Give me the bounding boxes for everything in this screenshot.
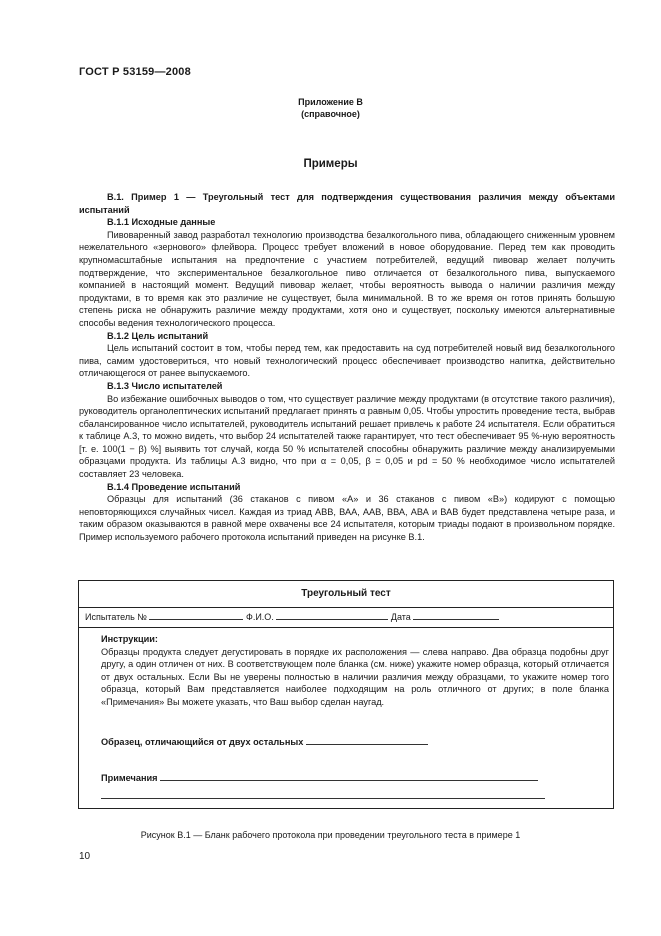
section-title: Примеры [303, 158, 358, 170]
name-field[interactable] [276, 610, 388, 620]
example-heading: В.1. Пример 1 — Треугольный тест для подтверждения существования различия между объектами испытаний [79, 192, 615, 215]
subsection-heading-count: В.1.3 Число испытателей [107, 380, 223, 391]
paragraph-conduct: Образцы для испытаний (36 стаканов с пивом «А» и 36 стаканов с пивом «В») кодируют с помощью неповторяющихся случайных чисел. Каждая из триад АВВ, ВАА, ААВ, ВВА, АВА и ВАВ будет представлена четыре раза, и таким образом оказываются в равной мере охвачены все 24 испытателя, которым триады подают в произвольном порядке. Пример используемого рабочего протокола испытаний приведен на рисунке В.1. [79, 494, 615, 543]
paragraph-count: Во избежание ошибочных выводов о том, что существует различие между продуктами (в отсутствие такого различия), руководитель органолептических испытаний предлагает принять α равным 0,05. Чтобы упростить проведение теста, выбрав сбалансированное число испытателей, руководитель испытаний решает привлечь к работе 24 испытателя. Если обратиться к таблице А.3, то можно видеть, что выбор 24 испытателей также гарантирует, что тест обеспечивает 95 %-ную вероятность [т. е. 100(1 − β) %] выявить тот случай, когда 50 % испытателей способны обнаружить различие между анализируемыми образцами продукта. Из таблицы А.3 видно, что при α = 0,05, β = 0,05 и pd = 50 % необходимое число испытателей составляет 23 человека. [79, 393, 615, 480]
form-title: Треугольный тест [79, 581, 613, 608]
notes-label: Примечания [101, 773, 158, 783]
test-form [78, 580, 614, 809]
annex-title: Приложение В [298, 97, 363, 107]
notes-row [101, 771, 609, 802]
odd-sample-label: Образец, отличающийся от двух остальных [101, 737, 304, 747]
subsection-heading-conduct: В.1.4 Проведение испытаний [107, 481, 241, 492]
notes-field-line-2[interactable] [101, 789, 545, 799]
paragraph-goal: Цель испытаний состоит в том, чтобы перед тем, как предоставить на суд потребителей новый вид безалкогольного пива, самим удостовериться, что новый технологический процесс обеспечивает производство напитка, действительно отличающегося от ранее выпускаемого. [79, 343, 615, 379]
notes-field-line-1[interactable] [160, 771, 538, 781]
subsection-heading-goal: В.1.2 Цель испытаний [107, 330, 209, 341]
instructions-text: Образцы продукта следует дегустировать в порядке их расположения — слева направо. Два образца подобны друг другу, а один отличен от них. В соответствующем поле бланка (см. ниже) укажите номер образца, который отличается от двух остальных. Если Вы не уверены полностью в наличии различия между образцами, то укажите номер того образца, который Вам представляется наиболее подходящим на роль отличного от других; в поле бланка «Примечания» Вы можете указать, что Ваш выбор сделан наугад. [101, 646, 609, 707]
instructions-block [101, 633, 609, 709]
odd-sample-field[interactable] [306, 735, 428, 745]
name-label: Ф.И.О. [246, 612, 274, 622]
tester-label: Испытатель № [85, 612, 147, 622]
form-identity-row [79, 608, 613, 628]
date-label: Дата [390, 612, 411, 622]
page-number: 10 [79, 851, 91, 862]
instructions-label: Инструкции: [101, 634, 158, 644]
tester-number-field[interactable] [149, 610, 243, 620]
odd-sample-row [101, 735, 428, 749]
subsection-heading-data: В.1.1 Исходные данные [107, 217, 216, 228]
annex-note: (справочное) [301, 109, 360, 119]
document-body [79, 191, 615, 544]
date-field[interactable] [413, 610, 499, 620]
paragraph-data: Пивоваренный завод разработал технологию производства безалкогольного пива, обладающего сниженным уровнем нежелательного «зернового» флейвора. Процесс требует вложений в новое оборудование. Перед тем как проводить крупномасштабные испытания на предпочтение с участием потребителей, ведущий пивовар желает получить подтверждение, что экспериментальное безалкогольное пиво отличается от безалкогольного пива, выпускаемого компанией в настоящий момент. Ведущий пивовар желает, чтобы вероятность вывода о наличии различия между продуктами, в то время как это различие не существует, была минимальной. В то же время он готов принять большую степень риска не обнаружить различие между продуктами, хотя оно и существует, поскольку имеются альтернативные способы ведения технологического процесса. [79, 229, 615, 328]
figure-caption: Рисунок В.1 — Бланк рабочего протокола при проведении треугольного теста в примере 1 [140, 830, 521, 840]
standard-header: ГОСТ Р 53159—2008 [79, 66, 191, 78]
